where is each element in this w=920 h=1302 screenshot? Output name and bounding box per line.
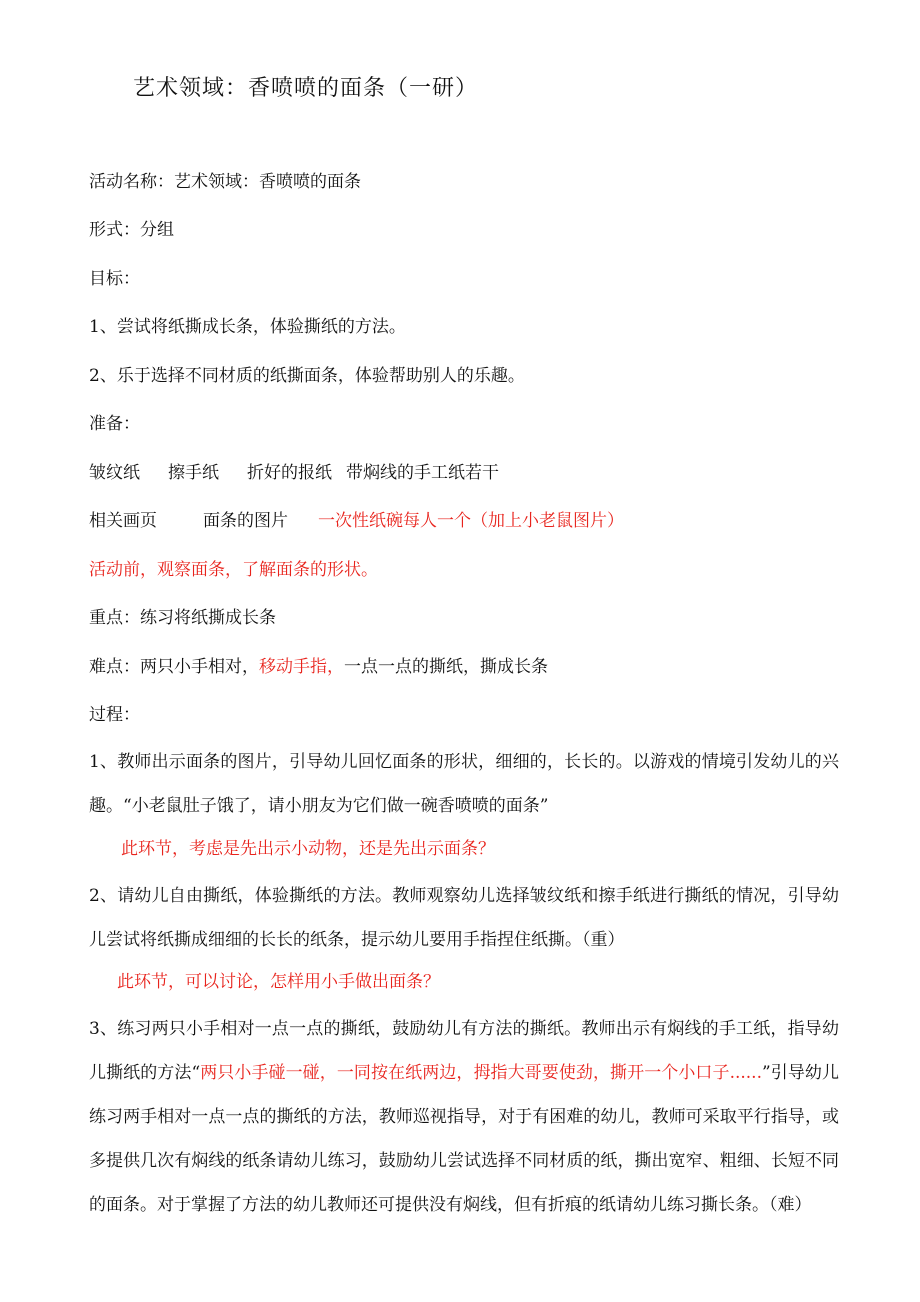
prep-item: 皱纹纸 xyxy=(89,463,140,483)
step-3-part1: 3、练习两只小手相对一点一点的撕纸，鼓励幼儿有方法的撕纸。教师出示有焖线的手工纸，指导幼儿撕纸的方法“ xyxy=(89,1019,839,1083)
prep-item: 带焖线的手工纸若干 xyxy=(346,463,499,483)
prep-item: 擦手纸 xyxy=(168,463,219,483)
activity-form: 形式：分组 xyxy=(89,220,174,240)
difficulty-prefix: 难点：两只小手相对， xyxy=(89,657,259,677)
difficulty-suffix: 一点一点的撕纸，撕成长条 xyxy=(344,657,548,677)
process-label: 过程： xyxy=(89,705,140,725)
step-3-highlight: 两只小手碰一碰，一同按在纸两边，拇指大哥要使劲，撕开一个小口子...... xyxy=(200,1063,762,1083)
step-3 xyxy=(89,1007,839,1227)
activity-name: 活动名称：艺术领域：香喷喷的面条 xyxy=(89,172,361,192)
difficulty-highlight: 移动手指， xyxy=(259,657,344,677)
prep-note: 活动前，观察面条，了解面条的形状。 xyxy=(89,560,378,580)
prep-materials xyxy=(89,460,499,486)
difficulty xyxy=(89,654,548,680)
prep-item: 面条的图片 xyxy=(203,511,288,531)
key-point: 重点：练习将纸撕成长条 xyxy=(89,608,276,628)
prep-item: 相关画页 xyxy=(89,511,157,531)
step-2: 2、请幼儿自由撕纸，体验撕纸的方法。教师观察幼儿选择皱纹纸和擦手纸进行撕纸的情况，引导幼儿尝试将纸撕成细细的长长的纸条，提示幼儿要用手指捏住纸撕。（重） xyxy=(89,886,839,950)
step-1: 1、教师出示面条的图片，引导幼儿回忆面条的形状，细细的，长长的。以游戏的情境引发幼儿的兴趣。“小老鼠肚子饿了，请小朋友为它们做一碗香喷喷的面条” xyxy=(89,752,839,816)
prep-item: 折好的报纸 xyxy=(247,463,332,483)
goals-label: 目标： xyxy=(89,269,140,289)
prep-materials-2 xyxy=(89,508,624,534)
goal-2: 2、乐于选择不同材质的纸撕面条，体验帮助别人的乐趣。 xyxy=(89,366,525,386)
prep-label: 准备： xyxy=(89,414,140,434)
step-1-note: 此环节，考虑是先出示小动物，还是先出示面条？ xyxy=(121,839,495,859)
prep-item-highlight: 一次性纸碗每人一个（加上小老鼠图片） xyxy=(318,511,624,531)
step-2-note: 此环节，可以讨论，怎样用小手做出面条？ xyxy=(117,972,440,992)
page-title: 艺术领域：香喷喷的面条（一研） xyxy=(133,76,479,101)
goal-1: 1、尝试将纸撕成长条，体验撕纸的方法。 xyxy=(89,317,406,337)
step-3-part2: ”引导幼儿练习两手相对一点一点的撕纸的方法，教师巡视指导，对于有困难的幼儿，教师可采取平行指导，或多提供几次有焖线的纸条请幼儿练习，鼓励幼儿尝试选择不同材质的纸，撕出宽窄、粗细、长短不同的面条。对于掌握了方法的幼儿教师还可提供没有焖线，但有折痕的纸请幼儿练习撕长条。（难） xyxy=(89,1063,839,1215)
